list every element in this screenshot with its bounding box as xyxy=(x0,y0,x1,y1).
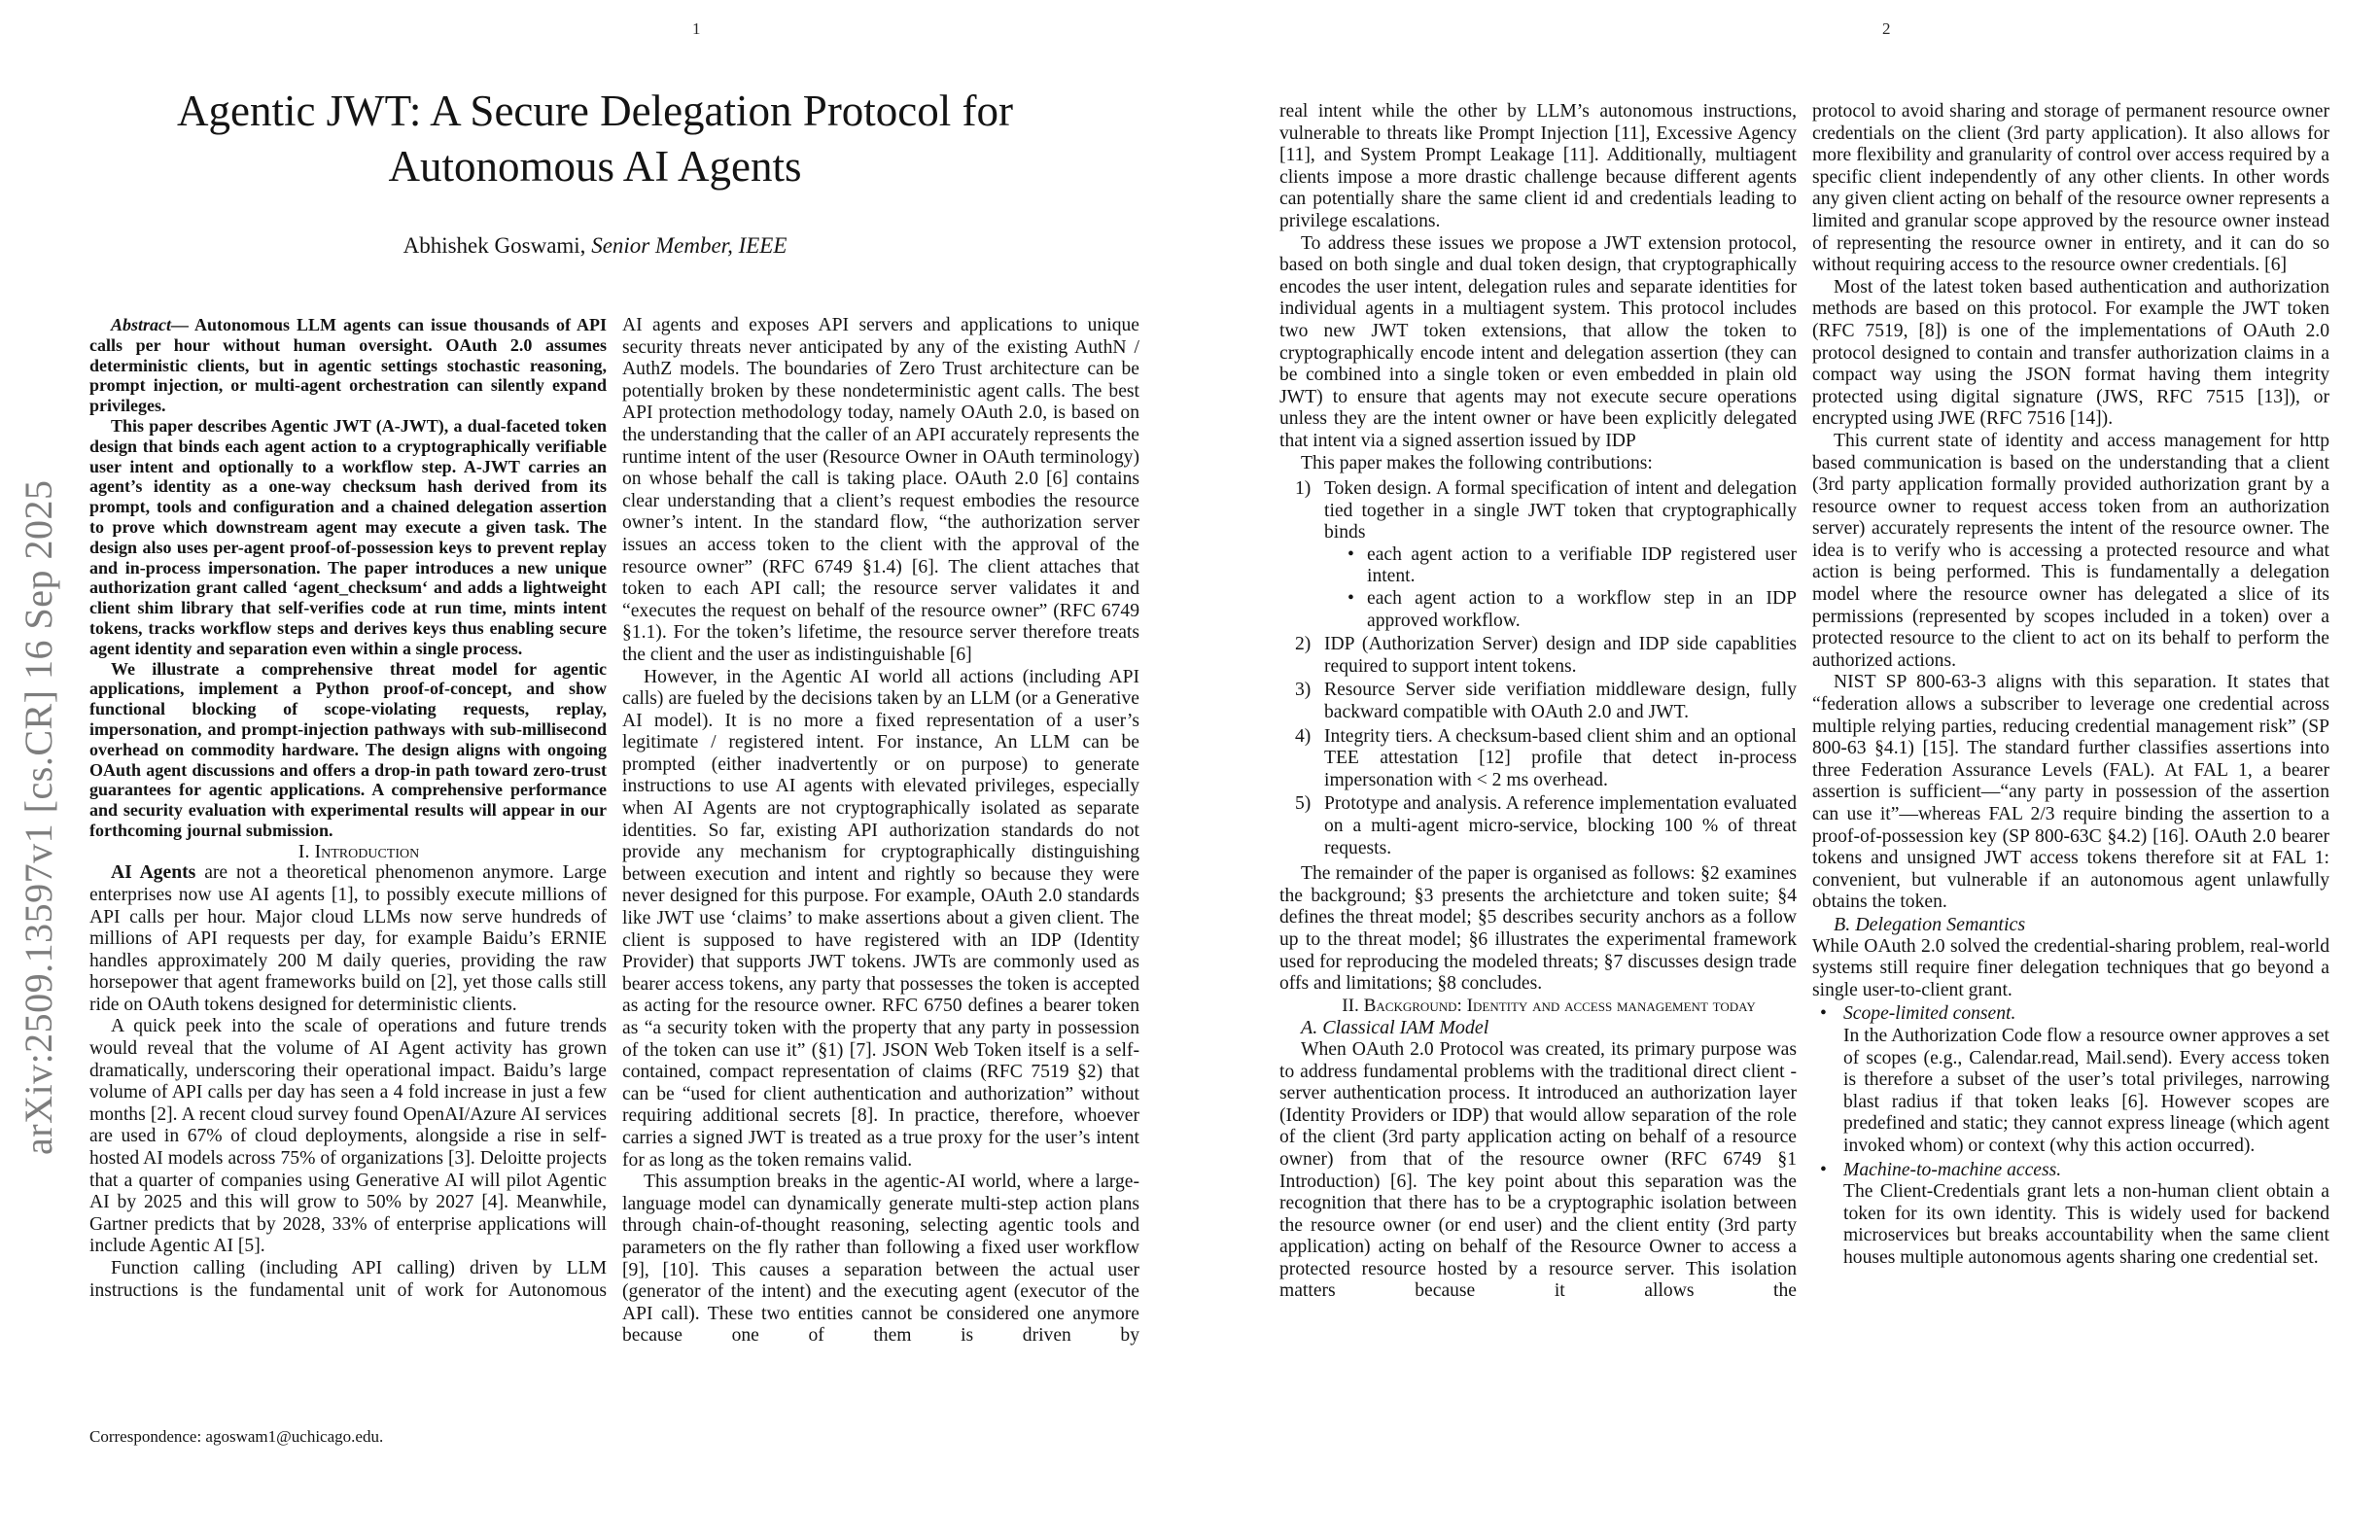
page-1-column-1 xyxy=(89,315,607,1348)
body-paragraph: NIST SP 800-63-3 aligns with this separation. It states that “federation allows a subscriber to leverage one credential across multiple relying parties, reducing credential management risk” (SP 800-63 §4.1) [15]. The standard further classifies assertions into three Federation Assurance Levels (FAL). At FAL 1, a bearer assertion is sufficient—“any party in possession of the assertion can use it”—whereas FAL 2/3 require binding the assertion to a proof-of-possession key (SP 800-63C §4.2) [16]. OAuth 2.0 bearer tokens and unsigned JWT access tokens therefore sit at FAL 1: convenient, but vulnerable if an autonomous agent unlawfully obtains the token. xyxy=(1812,672,2329,913)
section-title: Introduction xyxy=(314,840,420,862)
page-number: 2 xyxy=(1882,19,1891,38)
body-paragraph: When OAuth 2.0 Protocol was created, its primary purpose was to address fundamental problems with the traditional direct client - server authentication process. It introduced an authorization layer (Identity Providers or IDP) that would allow separation of the role of the client (3rd party application acting on behalf of a resource owner) from that of the resource owner (RFC 6749 §1 Introduction) [6]. The key point about this separation was the recognition that there has to be a cryptographic isolation between the resource owner (or end user) and the client entity (3rd party application) acting on behalf of the Resource Owner to access a protected resource hosted by a resource server. This isolation matters because it allows the xyxy=(1279,1038,1797,1302)
author-name: Abhishek Goswami, xyxy=(402,233,592,258)
page-number: 1 xyxy=(692,19,701,38)
intro-paragraph-1-text: are not a theoretical phenomenon anymore. Large enterprises now use AI agents [1], to possibly execute millions of API calls per hour. Major cloud LLMs now serve hundreds of millions of API requests per day, for example Baidu’s ERNIE handles approximately 200 M daily queries, providing the raw horsepower that agent frameworks build on [2], yet those calls still ride on OAuth tokens designed for deterministic clients. xyxy=(89,862,607,1015)
subsection-heading-classical-iam: A. Classical IAM Model xyxy=(1301,1017,1489,1039)
body-paragraph: real intent while the other by LLM’s autonomous instructions, vulnerable to threats like Prompt Injection [11], Excessive Agency [11], and System Prompt Leakage [11]. Additionally, multiagent clients impose a more drastic challenge because different agents can potentially share the same client id and credentials leading to privilege escalations. xyxy=(1279,101,1797,231)
contributions-intro: This paper makes the following contributions: xyxy=(1301,452,1653,473)
body-paragraph: Most of the latest token based authentication and authorization methods are based on this protocol. For example the JWT token (RFC 7519, [8]) is one of the implementations of OAuth 2.0 protocol designed to contain and transfer authorization claims in a compact way using the JSON format having them integrity protected using digital signature (JWS, RFC 7515 [13]), or encrypted using JWE (RFC 7516 [14]). xyxy=(1812,276,2329,430)
page-2-column-2 xyxy=(1812,101,2329,1303)
body-paragraph: This assumption breaks in the agentic-AI world, where a large-language model can dynamically generate multi-step action plans through chain-of-thought reasoning, selecting agentic tools and parameters on the fly rather than following a fixed user workflow [9], [10]. This causes a separation between the actual user (generator of the intent) and the executing agent (executor of the API call). These two entities cannot be considered one anymore because one of them is driven by xyxy=(622,1172,1139,1347)
abstract xyxy=(89,315,607,841)
correspondence-footnote: Correspondence: agoswam1@uchicago.edu. xyxy=(89,1427,384,1446)
author-line xyxy=(0,233,1190,259)
abstract-paragraph-1 xyxy=(89,315,607,416)
section-heading-introduction xyxy=(89,841,607,863)
bullet-body: The Client-Credentials grant lets a non-human client obtain a token for its own identity. This is widely used for backend microservices but breaks accountability when the same client houses multiple autonomous agents sharing one credential set. xyxy=(1843,1181,2329,1268)
item-number: 2) xyxy=(1295,634,1312,655)
intro-lead: AI Agents xyxy=(111,862,196,884)
bullet-icon: • xyxy=(1348,543,1354,565)
section-title: Background: Identity and access management today xyxy=(1363,995,1756,1016)
subsection-heading-delegation-semantics: B. Delegation Semantics xyxy=(1834,913,2026,935)
intro-paragraph-3: Function calling (including API calling) driven by LLM instructions is the fundamental unit of work for Autonomous xyxy=(89,1258,607,1301)
page-1-columns xyxy=(89,315,1139,1348)
body-paragraph: This current state of identity and access management for http based communication is based on the understanding that a client (3rd party application formally provided authorization grant by a resource owner to request access token from an authorization server) accurately represents the intent of the resource owner. The idea is to verify who is accessing a protected resource and what action is being performed. This is fundamentally a delegation model where the resource owner has delegated a slice of its permissions (represented by scopes included in a token) over a protected resource to the client to act on its behalf to perform the authorized actions. xyxy=(1812,430,2329,671)
sub-bullet-text: each agent action to a verifiable IDP registered user intent. xyxy=(1367,543,1797,587)
paper-outline-paragraph: The remainder of the paper is organised as follows: §2 examines the background; §3 presents the archietcture and token suite; §4 defines the threat model; §5 describes security anchors as a follow up to the threat model; §6 illustrates the experimental framework used for reproducing the modeled threats; §7 discusses design trade offs and limitations; §8 concludes. xyxy=(1279,863,1797,995)
item-number: 1) xyxy=(1295,478,1312,500)
body-paragraph: To address these issues we propose a JWT extension protocol, based on both single and dual token design, that cryptographically encodes the user intent, delegation rules and separate identities for individual agents in a multiagent system. This protocol includes two new JWT token extensions, that allow the token to cryptographically encode intent and delegation assertion (they can be combined into a single token or even embedded in plain old JWT) to ensure that agents may not execute secure operations unless they are the intent owner or have been explicitly delegated that intent via a signed assertion issued by IDP xyxy=(1279,232,1797,451)
arxiv-watermark: arXiv:2509.13597v1 [cs.CR] 16 Sep 2025 xyxy=(17,479,60,1155)
bullet-icon: • xyxy=(1820,1159,1827,1180)
abstract-paragraph-3: We illustrate a comprehensive threat model for agentic applications, implement a Python proof-of-concept, and show functional blocking of scope-violating requests, replay, impersonation, and prompt-injection pathways with sub-millisecond overhead on commodity hardware. The design aligns with ongoing OAuth agent discussions and offers a drop-in path toward zero-trust guarantees for agentic applications. A comprehensive performance and security evaluation with experimental results will appear in our forthcoming journal submission. xyxy=(89,658,607,840)
abstract-label: Abstract— xyxy=(111,315,190,334)
contribution-item-4 xyxy=(1279,726,1797,792)
section-number: I. xyxy=(298,840,310,862)
body-paragraph: AI agents and exposes API servers and applications to unique security threats never anticipated by any of the existing AuthN / AuthZ models. The boundaries of Zero Trust architecture can be potentially broken by these nondeterministic agent calls. The best API protection methodology today, namely OAuth 2.0, is based on the understanding that the caller of an API accurately represents the runtime intent of the user (Resource Owner in OAuth terminology) on whose behalf the call is taking place. OAuth 2.0 [6] contains clear understanding that a client’s request embodies the resource owner’s intent. In the standard flow, “the authorization server issues an access token to the client with the approval of the resource owner” (RFC 6749 §1.4) [6]. The client attaches that token to each API call; the resource server validates it and “executes the request on behalf of the resource owner” (RFC 6749 §1.1). For the token’s lifetime, the resource server therefore treats the client and the user as indistinguishable [6] xyxy=(622,315,1139,665)
bullet-lead: Scope-limited consent. xyxy=(1843,1003,2016,1025)
item-number: 5) xyxy=(1295,793,1312,815)
abstract-paragraph-1-text: Autonomous LLM agents can issue thousands of API calls per hour without human oversight. OAuth 2.0 assumes deterministic clients, but in agentic settings stochastic reasoning, prompt injection, or multi-agent orchestration can silently expand privileges. xyxy=(89,315,607,416)
delegation-bullet-machine-to-machine xyxy=(1812,1160,2329,1270)
paper-title: Agentic JWT: A Secure Delegation Protocol for Autonomous AI Agents xyxy=(176,87,1014,191)
page-1-column-2 xyxy=(622,315,1139,1348)
author-membership: Senior Member, IEEE xyxy=(591,233,788,258)
sub-bullet-text: each agent action to a workflow step in an IDP approved workflow. xyxy=(1367,588,1797,631)
delegation-bullet-scope-limited xyxy=(1812,1003,2329,1157)
item-text: Integrity tiers. A checksum-based client shim and an optional TEE attestation [12] profile that detect in-process impersonation with < 2 ms overhead. xyxy=(1324,725,1797,790)
bullet-lead: Machine-to-machine access. xyxy=(1843,1159,2062,1180)
body-paragraph: However, in the Agentic AI world all actions (including API calls) are fueled by the decisions taken by an LLM (or a Generative AI model). It is no more a fixed representation of a user’s legitimate / registered intent. For instance, An LLM can be prompted (either inadvertently or on purpose) to generate instructions to use AI agents with elevated privileges, especially when AI Agents are not cryptographically isolated as separate identities. So far, existing API authorization standards do not provide any mechanism for cryptographically distinguishing between execution and intent and rightly so because they were never designed for this purpose. For example, OAuth 2.0 standards like JWT use ‘claims’ to make assertions about a given client. The client is supposed to have registered with an IDP (Identity Provider) that supports JWT tokens. JWTs are commonly used as bearer access tokens, any party that possesses the token is accepted as acting for the resource owner. RFC 6750 defines a bearer token as “a security token with the property that any party in possession of the token can use it” (§1) [7]. JSON Web Token itself is a self-contained, compact representation of claims (RFC 7519 §2) that can be “used for client authentication and authorization” without requiring additional secrets [8]. In practice, therefore, whoever carries a signed JWT is treated as a true proxy for the user’s intent for as long as the token remains valid. xyxy=(622,666,1139,1171)
page-2-columns xyxy=(1279,101,2329,1303)
abstract-paragraph-2: This paper describes Agentic JWT (A-JWT), a dual-faceted token design that binds each agent action to a cryptographically verifiable user intent and optionally to a workflow step. A-JWT carries an agent’s identity as a one-way checksum hash derived from its prompt, tools and configuration and a chained delegation assertion to prove which downstream agent may execute a given task. The design also uses per-agent proof-of-possession keys to prevent replay and in-process impersonation. The paper introduces a new unique authorization grant called ‘agent_checksum‘ and adds a lightweight client shim library that self-verifies code at run time, mints intent tokens, tracks workflow steps and derives keys thus enabling secure agent identity and separation even within a single process. xyxy=(89,415,607,658)
contribution-sub-bullet xyxy=(1342,588,1797,632)
bullet-icon: • xyxy=(1820,1003,1827,1025)
page-2-column-1 xyxy=(1279,101,1797,1303)
contribution-sub-bullet xyxy=(1342,544,1797,588)
contribution-item-5 xyxy=(1279,793,1797,859)
item-text: Prototype and analysis. A reference implementation evaluated on a multi-agent micro-service, blocking 100 % of threat requests. xyxy=(1324,793,1797,858)
contributions-list xyxy=(1279,478,1797,859)
item-text: Resource Server side verifiation middleware design, fully backward compatible with OAuth 2.0 and JWT. xyxy=(1324,680,1797,723)
contribution-item-3 xyxy=(1279,680,1797,723)
item-text: Token design. A formal specification of intent and delegation tied together in a single JWT token that cryptographically binds xyxy=(1324,478,1797,543)
body-paragraph: protocol to avoid sharing and storage of permanent resource owner credentials on the client (3rd party application). It also allows for more flexibility and granularity of control over access required by a specific client independently of any other clients. In other words any given client acting on behalf of the resource owner represents a limited and granular scope approved by the resource owner instead of representing the resource owner in entirety, and it can do so without requiring access to the resource owner credentials. [6] xyxy=(1812,101,2329,276)
bullet-icon: • xyxy=(1348,588,1354,610)
page-2 xyxy=(1190,0,2380,1540)
contribution-item-2 xyxy=(1279,634,1797,678)
item-number: 3) xyxy=(1295,680,1312,701)
intro-paragraph-1 xyxy=(89,862,607,1016)
body-paragraph: While OAuth 2.0 solved the credential-sharing problem, real-world systems still require finer delegation techniques that go beyond a single user-to-client grant. xyxy=(1812,935,2329,1000)
contribution-item-1 xyxy=(1279,478,1797,632)
section-number: II. xyxy=(1342,995,1359,1016)
item-number: 4) xyxy=(1295,725,1312,747)
item-text: IDP (Authorization Server) design and IDP side capablities required to support intent tokens. xyxy=(1324,634,1797,677)
section-heading-background xyxy=(1279,996,1797,1018)
bullet-body: In the Authorization Code flow a resource owner approves a set of scopes (e.g., Calendar.read, Mail.send). Every access token is therefore a subset of the user’s total privileges, narrowing blast radius if that token leaks [6]. However scopes are predefined and static; they cannot express lineage (which agent invoked whom) or context (why this action occurred). xyxy=(1843,1025,2329,1156)
intro-paragraph-2: A quick peek into the scale of operations and future trends would reveal that the volume of AI Agent activity has grown dramatically, underscoring their operational impact. Baidu’s large volume of API calls per day has seen a 4 fold increase in just a few months [2]. A recent cloud survey found OpenAI/Azure AI services are used in 67% of cloud deployments, alongside a rise in self-hosted AI models across 75% of organizations [3]. Deloitte projects that a quarter of companies using Generative AI will pilot Agentic AI by 2025 and this will grow to 50% by 2027 [4]. Meanwhile, Gartner predicts that by 2028, 33% of enterprise applications will include Agentic AI [5]. xyxy=(89,1016,607,1257)
